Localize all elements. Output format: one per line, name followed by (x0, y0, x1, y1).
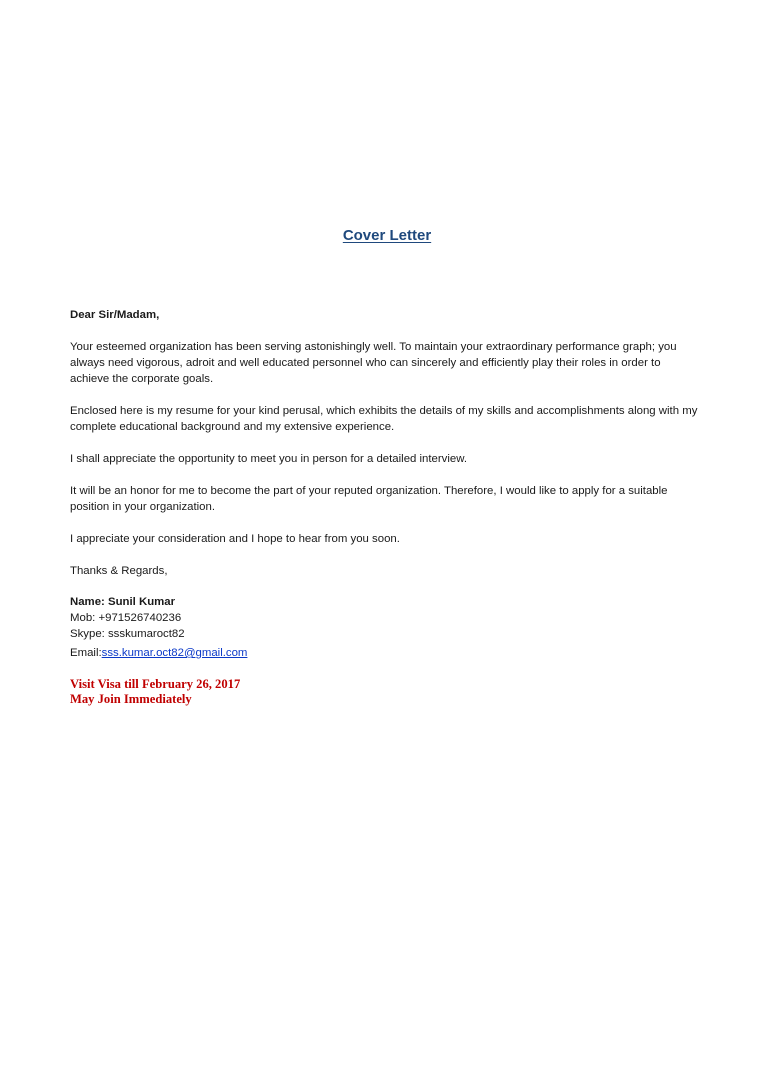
salutation: Dear Sir/Madam, (70, 309, 160, 321)
letter-body (70, 307, 698, 707)
paragraph-closing: I appreciate your consideration and I hope to hear from you soon. (70, 533, 400, 545)
signature-email-line (70, 645, 698, 661)
email-label: Email: (70, 647, 102, 659)
signature-mobile: Mob: +971526740236 (70, 612, 182, 624)
paragraph-apply: It will be an honor for me to become the part of your reputed organization. Therefore, I would like to apply for a suitable position in your organization. (70, 485, 668, 513)
title-block (0, 227, 768, 245)
email-link[interactable]: sss.kumar.oct82@gmail.com (101, 647, 248, 659)
signature-name: Name: Sunil Kumar (70, 596, 176, 608)
paragraph-resume: Enclosed here is my resume for your kind perusal, which exhibits the details of my skills and accomplishments along with my complete educational background and my extensive experience. (70, 405, 698, 433)
join-note: May Join Immediately (70, 692, 192, 706)
closing-regards: Thanks & Regards, (70, 565, 168, 577)
availability-notes (70, 677, 698, 707)
signature-skype: Skype: ssskumaroct82 (70, 628, 185, 640)
visa-note: Visit Visa till February 26, 2017 (70, 677, 241, 691)
page-title: Cover Letter (342, 227, 432, 244)
signature-block (70, 594, 698, 661)
paragraph-interview: I shall appreciate the opportunity to meet you in person for a detailed interview. (70, 453, 468, 465)
paragraph-intro: Your esteemed organization has been serving astonishingly well. To maintain your extraordinary performance graph; you always need vigorous, adroit and well educated personnel who can sincerely and efficiently play their roles in order to achieve the corporate goals. (70, 341, 677, 385)
